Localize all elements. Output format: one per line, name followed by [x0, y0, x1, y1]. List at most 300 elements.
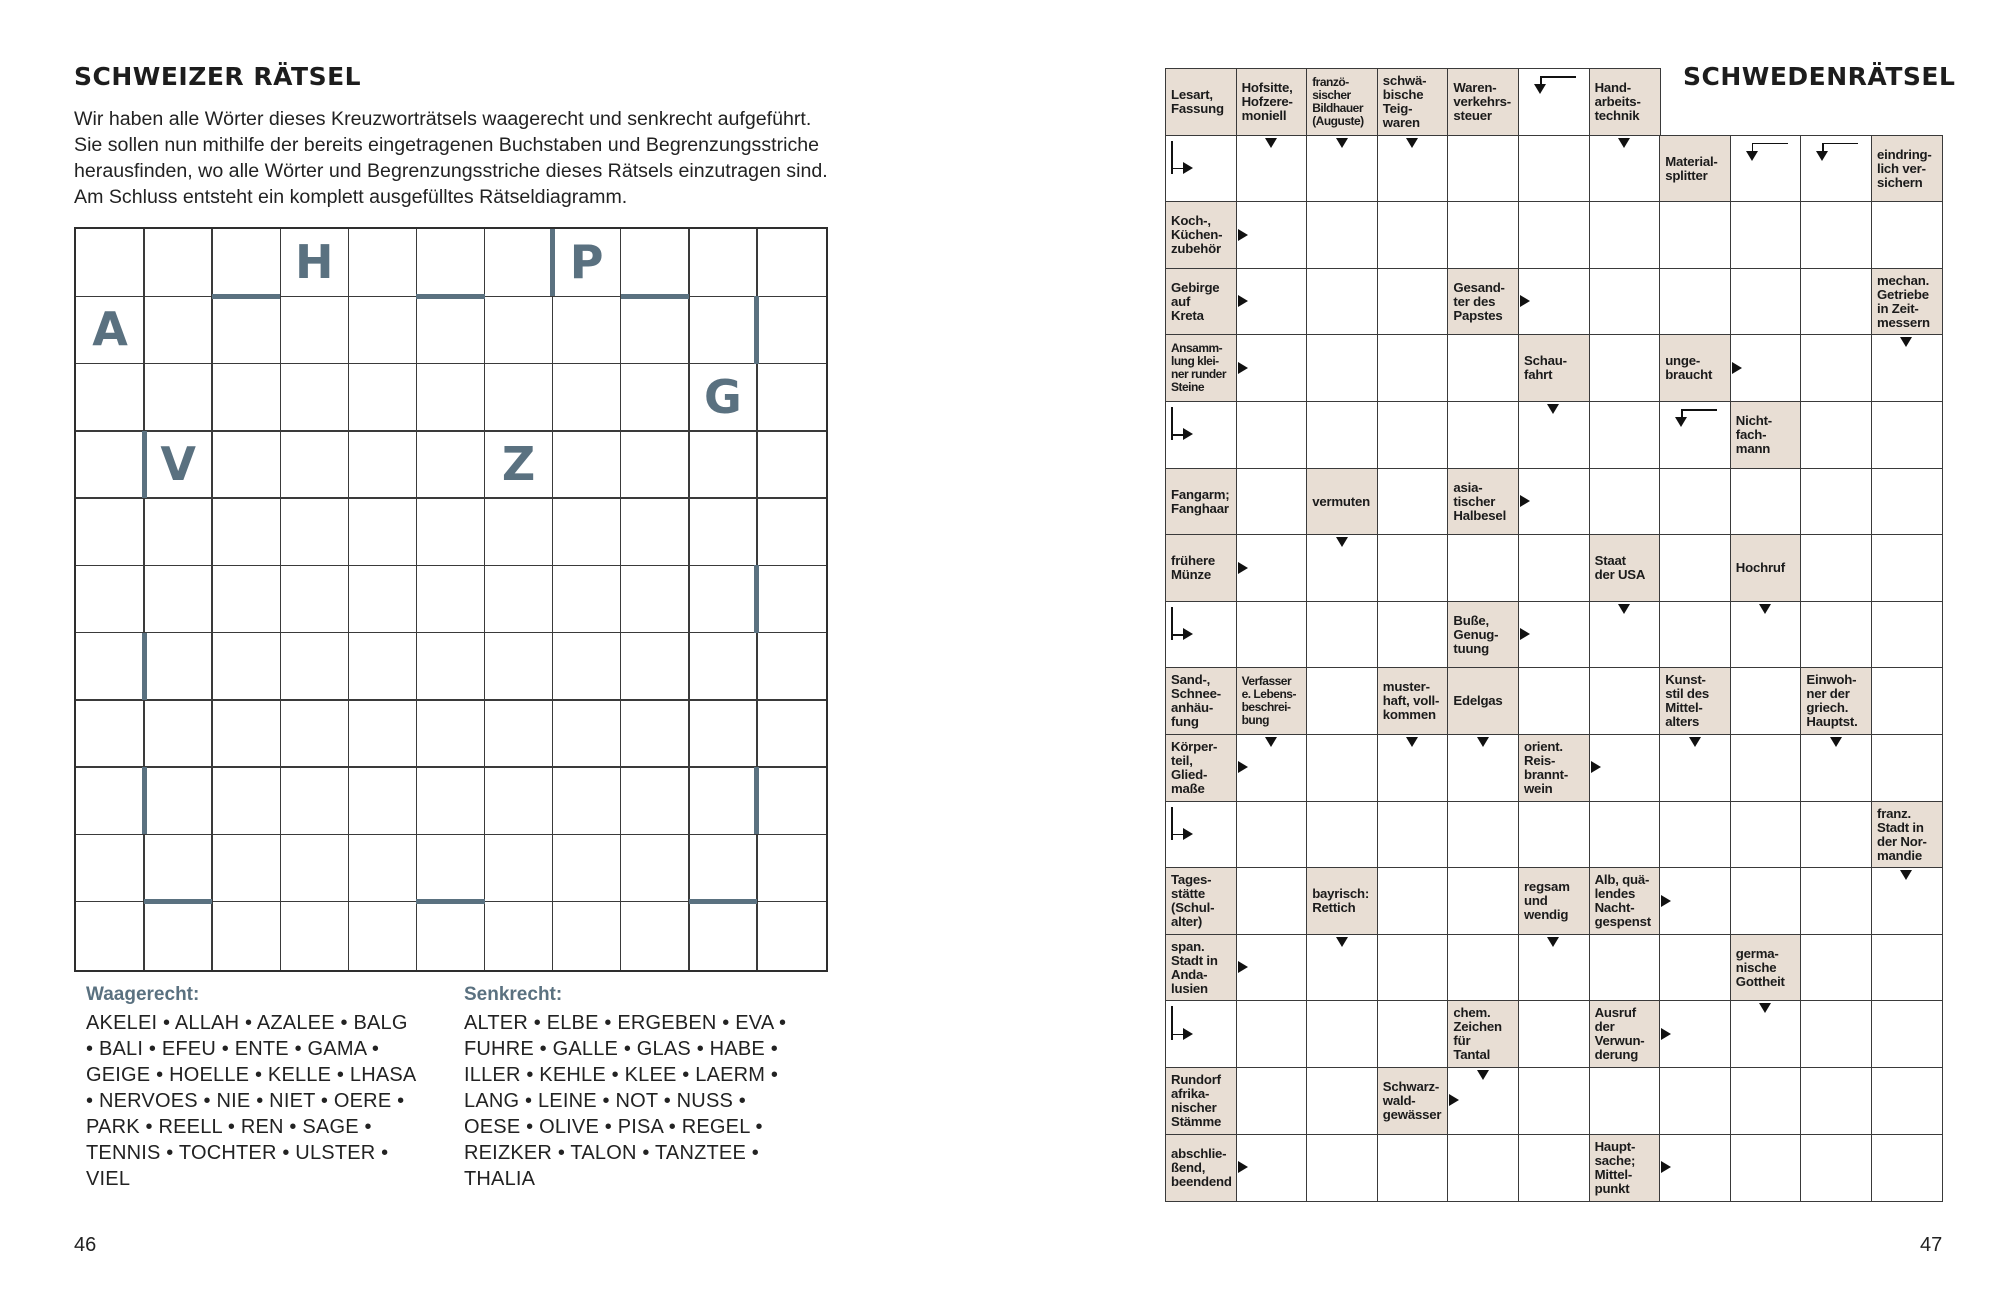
boundary-bar [621, 294, 689, 299]
given-letter: V [160, 436, 196, 491]
given-letter: G [703, 369, 742, 424]
answer-cell[interactable] [1800, 1134, 1872, 1202]
answer-cell[interactable] [1236, 401, 1308, 469]
given-letter: P [569, 235, 604, 289]
answer-cell[interactable] [1730, 667, 1802, 735]
clue-text: span. Stadt in Anda- lusien [1171, 938, 1218, 996]
clue-text: Verfasser e. Lebens- beschrei- bung [1241, 674, 1296, 728]
clue-cell [1447, 468, 1519, 536]
clue-text: regsam und wendig [1524, 879, 1570, 923]
answer-cell[interactable] [1236, 601, 1308, 669]
word-list-line: ILLER • KEHLE • KLEE • LAERM • [464, 1064, 779, 1086]
word-list-line: • NERVOES • NIE • NIET • OERE • [86, 1090, 405, 1112]
clue-cell [1659, 667, 1731, 735]
clue-text: Tages- stätte (Schul- alter) [1171, 872, 1215, 930]
answer-cell[interactable] [1518, 534, 1590, 602]
grid-line [76, 834, 826, 836]
arrow-down-icon [1759, 604, 1771, 614]
word-list-line: • BALI • EFEU • ENTE • GAMA • [86, 1038, 380, 1060]
arrow-right-icon [1732, 362, 1742, 374]
arrow-down-icon [1746, 151, 1758, 161]
clue-text: Edelgas [1453, 693, 1503, 709]
arrow-down-icon [1265, 737, 1277, 747]
arrow-down-icon [1477, 1070, 1489, 1080]
empty-area [1800, 68, 1872, 136]
boundary-bar [212, 294, 280, 299]
answer-cell[interactable] [1659, 1067, 1731, 1135]
answer-cell[interactable] [1730, 1067, 1802, 1135]
answer-cell[interactable] [1377, 601, 1449, 669]
clue-cell [1306, 468, 1378, 536]
word-list-line: ALTER • ELBE • ERGEBEN • EVA • [464, 1012, 787, 1034]
answer-cell[interactable] [1800, 867, 1872, 935]
bent-arrow-stem [1681, 409, 1717, 411]
answer-cell[interactable] [1730, 201, 1802, 269]
boundary-bar [416, 294, 484, 299]
clue-text: Alb, quä- lendes Nacht- gespenst [1594, 872, 1651, 930]
answer-cell[interactable] [1659, 268, 1731, 336]
bent-arrow-stem [1171, 634, 1183, 636]
answer-cell[interactable] [1800, 1000, 1872, 1068]
page-number-right: 47 [1920, 1234, 1943, 1256]
senkrecht-heading: Senkrecht: [464, 984, 563, 1005]
clue-text: Gesand- ter des Papstes [1453, 279, 1505, 323]
clue-cell [1800, 667, 1872, 735]
bent-arrow-stem [1752, 143, 1788, 145]
arrow-down-icon [1406, 737, 1418, 747]
answer-cell[interactable] [1589, 801, 1661, 869]
clue-cell [1871, 268, 1943, 336]
arrow-down-icon [1547, 937, 1559, 947]
answer-cell[interactable] [1800, 534, 1872, 602]
answer-cell[interactable] [1871, 1134, 1943, 1202]
arrow-down-icon [1759, 1003, 1771, 1013]
answer-cell[interactable] [1871, 667, 1943, 735]
arrow-down-icon [1477, 737, 1489, 747]
answer-cell[interactable] [1589, 934, 1661, 1002]
answer-cell[interactable] [1871, 468, 1943, 536]
answer-cell[interactable] [1800, 334, 1872, 402]
answer-cell[interactable] [1236, 468, 1308, 536]
answer-cell[interactable] [1306, 401, 1378, 469]
arrow-right-icon [1661, 895, 1671, 907]
given-letter: H [295, 235, 334, 289]
word-list-line: TENNIS • TOCHTER • ULSTER • [86, 1142, 389, 1164]
boundary-bar [689, 899, 757, 904]
clue-text: Einwoh- ner der griech. Hauptst. [1806, 672, 1858, 730]
bent-arrow-stem [1540, 76, 1576, 78]
clue-text: Gebirge auf Kreta [1171, 279, 1220, 323]
grid-row [1165, 1000, 1942, 1067]
grid-row [1165, 334, 1942, 401]
answer-cell[interactable] [1377, 534, 1449, 602]
answer-cell[interactable] [1800, 268, 1872, 336]
answer-cell[interactable] [1659, 534, 1731, 602]
arrow-right-icon [1183, 162, 1193, 174]
answer-cell[interactable] [1377, 801, 1449, 869]
arrow-right-icon [1238, 562, 1248, 574]
clue-cell [1165, 1067, 1237, 1135]
arrow-right-icon [1449, 1094, 1459, 1106]
arrow-down-icon [1675, 417, 1687, 427]
clue-cell [1518, 734, 1590, 802]
clue-text: Fangarm; Fanghaar [1171, 486, 1230, 516]
answer-cell[interactable] [1730, 1134, 1802, 1202]
answer-cell[interactable] [1589, 667, 1661, 735]
answer-cell[interactable] [1377, 268, 1449, 336]
grid-line [348, 229, 350, 970]
arrow-right-icon [1238, 229, 1248, 241]
answer-cell[interactable] [1236, 867, 1308, 935]
grid-line [211, 229, 213, 970]
answer-cell[interactable] [1306, 601, 1378, 669]
bent-arrow-stem [1171, 168, 1183, 170]
grid-row [1165, 1067, 1942, 1134]
answer-cell[interactable] [1518, 667, 1590, 735]
answer-cell[interactable] [1730, 801, 1802, 869]
grid-row [1165, 1134, 1942, 1201]
boundary-bar [142, 767, 147, 834]
grid-line [416, 229, 418, 970]
arrow-down-icon [1618, 604, 1630, 614]
given-letter: Z [501, 436, 536, 491]
answer-cell[interactable] [1447, 867, 1519, 935]
answer-cell[interactable] [1377, 934, 1449, 1002]
answer-cell[interactable] [1377, 201, 1449, 269]
clue-cell [1447, 601, 1519, 669]
answer-cell[interactable] [1518, 1000, 1590, 1068]
clue-text: Nicht- fach- mann [1735, 413, 1772, 456]
clue-cell [1165, 667, 1237, 735]
bent-arrow-stem [1540, 76, 1542, 84]
clue-cell [1306, 68, 1378, 136]
arrow-down-icon [1406, 138, 1418, 148]
clue-text: Waren- verkehrs- steuer [1453, 80, 1511, 123]
arrow-down-icon [1336, 537, 1348, 547]
answer-cell[interactable] [1800, 601, 1872, 669]
given-letter: A [92, 302, 128, 357]
answer-cell[interactable] [1730, 867, 1802, 935]
clue-cell [1236, 68, 1308, 136]
clue-cell [1871, 801, 1943, 869]
clue-text: Haupt- sache; Mittel- punkt [1594, 1138, 1636, 1196]
answer-cell[interactable] [1800, 468, 1872, 536]
answer-cell[interactable] [1800, 201, 1872, 269]
clue-text: unge- braucht [1665, 353, 1713, 383]
grid-row [1165, 468, 1942, 535]
answer-cell[interactable] [1306, 667, 1378, 735]
arrow-right-icon [1661, 1028, 1671, 1040]
clue-text: abschlie- ßend, beendend [1171, 1145, 1232, 1189]
clue-cell [1659, 135, 1731, 203]
arrow-down-icon [1336, 138, 1348, 148]
clue-cell [1165, 734, 1237, 802]
clue-text: franzö- sischer Bildhauer (Auguste) [1312, 75, 1364, 128]
answer-cell[interactable] [1306, 1000, 1378, 1068]
grid-line [688, 229, 690, 970]
answer-cell[interactable] [1518, 68, 1590, 136]
answer-cell[interactable] [1518, 801, 1590, 869]
grid-line [484, 229, 486, 970]
clue-text: Ansamm- lung klei- ner runder Steine [1171, 341, 1227, 395]
clue-text: bayrisch: Rettich [1312, 886, 1370, 916]
word-list-line: GEIGE • HOELLE • KELLE • LHASA [86, 1064, 417, 1086]
page-title: SCHWEIZER RÄTSEL [74, 62, 362, 91]
arrow-right-icon [1238, 295, 1248, 307]
clue-text: Schau- fahrt [1524, 353, 1567, 383]
word-list-line: VIEL [86, 1168, 131, 1190]
answer-cell[interactable] [1447, 135, 1519, 203]
answer-cell[interactable] [1871, 201, 1943, 269]
answer-cell[interactable] [1871, 734, 1943, 802]
word-list-line: FUHRE • GALLE • GLAS • HABE • [464, 1038, 778, 1060]
clue-text: schwä- bische Teig- waren [1382, 73, 1427, 130]
bent-arrow-stem [1752, 143, 1754, 151]
arrow-right-icon [1183, 828, 1193, 840]
answer-cell[interactable] [1871, 601, 1943, 669]
arrow-right-icon [1238, 761, 1248, 773]
arrow-right-icon [1591, 761, 1601, 773]
grid-row [1165, 201, 1942, 268]
clue-text: franz. Stadt in der Nor- mandie [1877, 805, 1927, 863]
clue-text: eindring- lich ver- sichern [1877, 146, 1932, 190]
intro-line: herausfinden, wo alle Wörter und Begrenzungsstriche dieses Rätsels einzutragen sind. [74, 160, 828, 182]
answer-cell[interactable] [1589, 1067, 1661, 1135]
clue-cell [1518, 867, 1590, 935]
answer-cell[interactable] [1447, 934, 1519, 1002]
answer-cell[interactable] [1447, 1134, 1519, 1202]
answer-cell[interactable] [1659, 934, 1731, 1002]
clue-cell [1165, 934, 1237, 1002]
answer-cell[interactable] [1871, 534, 1943, 602]
grid-row [1165, 801, 1942, 868]
clue-text: Ausruf der Verwun- derung [1594, 1005, 1645, 1063]
answer-cell[interactable] [1589, 401, 1661, 469]
answer-cell[interactable] [1518, 135, 1590, 203]
answer-cell[interactable] [1447, 334, 1519, 402]
answer-cell[interactable] [1447, 534, 1519, 602]
grid-line [76, 699, 826, 701]
schweizer-grid[interactable] [74, 227, 828, 972]
answer-cell[interactable] [1377, 401, 1449, 469]
answer-cell[interactable] [1518, 1134, 1590, 1202]
arrow-right-icon [1661, 1161, 1671, 1173]
empty-area [1871, 68, 1943, 136]
arrow-right-icon [1183, 1028, 1193, 1040]
clue-cell [1165, 201, 1237, 269]
answer-cell[interactable] [1377, 1134, 1449, 1202]
grid-row [1165, 68, 1942, 135]
boundary-bar [142, 633, 147, 700]
answer-cell[interactable] [1589, 334, 1661, 402]
waagerecht-list [86, 984, 416, 1192]
grid-row [1165, 667, 1942, 734]
clue-cell [1589, 867, 1661, 935]
answer-cell[interactable] [1800, 1067, 1872, 1135]
answer-cell[interactable] [1659, 601, 1731, 669]
answer-cell[interactable] [1730, 135, 1802, 203]
arrow-right-icon [1238, 961, 1248, 973]
answer-cell[interactable] [1306, 334, 1378, 402]
answer-cell[interactable] [1800, 135, 1872, 203]
bent-arrow-stem [1822, 143, 1824, 151]
schwedenraetsel-grid[interactable] [1165, 68, 1942, 1200]
clue-cell [1377, 68, 1449, 136]
answer-cell[interactable] [1377, 334, 1449, 402]
answer-cell[interactable] [1306, 268, 1378, 336]
senkrecht-list [464, 984, 786, 1192]
grid-row [1165, 268, 1942, 335]
clue-cell [1306, 867, 1378, 935]
arrow-down-icon [1618, 138, 1630, 148]
clue-text: frühere Münze [1171, 553, 1216, 583]
answer-cell[interactable] [1306, 201, 1378, 269]
answer-cell[interactable] [1659, 401, 1731, 469]
clue-cell [1589, 1134, 1661, 1202]
answer-cell[interactable] [1589, 468, 1661, 536]
arrow-right-icon [1183, 628, 1193, 640]
answer-cell[interactable] [1447, 401, 1519, 469]
answer-cell[interactable] [1377, 867, 1449, 935]
arrow-right-icon [1520, 628, 1530, 640]
clue-cell [1165, 867, 1237, 935]
grid-row [1165, 734, 1942, 801]
clue-text: chem. Zeichen für Tantal [1453, 1005, 1502, 1063]
answer-cell[interactable] [1800, 401, 1872, 469]
answer-cell[interactable] [1871, 1000, 1943, 1068]
arrow-down-icon [1900, 337, 1912, 347]
grid-row [1165, 135, 1942, 202]
boundary-bar [416, 899, 484, 904]
answer-cell[interactable] [1306, 1067, 1378, 1135]
clue-cell [1377, 1067, 1449, 1135]
answer-cell[interactable] [1800, 934, 1872, 1002]
clue-cell [1589, 534, 1661, 602]
answer-cell[interactable] [1447, 801, 1519, 869]
page-number-left: 46 [74, 1234, 97, 1256]
grid-row [1165, 867, 1942, 934]
clue-cell [1447, 68, 1519, 136]
word-list-line: PARK • REELL • REN • SAGE • [86, 1116, 372, 1138]
clue-cell [1165, 534, 1237, 602]
grid-line [552, 229, 554, 970]
clue-text: Sand-, Schnee- anhäu- fung [1171, 672, 1221, 730]
clue-cell [1730, 534, 1802, 602]
answer-cell[interactable] [1730, 734, 1802, 802]
clue-cell [1236, 667, 1308, 735]
answer-cell[interactable] [1518, 1067, 1590, 1135]
bent-arrow-stem [1681, 409, 1683, 417]
empty-area [1659, 68, 1731, 136]
clue-cell [1165, 334, 1237, 402]
answer-cell[interactable] [1447, 201, 1519, 269]
clue-cell [1659, 334, 1731, 402]
grid-line [76, 766, 826, 768]
word-list-line: LANG • LEINE • NOT • NUSS • [464, 1090, 746, 1112]
grid-row [1165, 601, 1942, 668]
clue-text: Körper- teil, Glied- maße [1171, 739, 1218, 796]
answer-cell[interactable] [1589, 201, 1661, 269]
clue-text: orient. Reis- brannt- wein [1524, 739, 1569, 796]
clue-text: Buße, Genug- tuung [1453, 612, 1499, 656]
answer-cell[interactable] [1871, 1067, 1943, 1135]
answer-cell[interactable] [1730, 268, 1802, 336]
answer-cell[interactable] [1659, 468, 1731, 536]
grid-row [1165, 534, 1942, 601]
clue-cell [1165, 268, 1237, 336]
grid-line [76, 632, 826, 634]
answer-cell[interactable] [1730, 468, 1802, 536]
arrow-down-icon [1816, 151, 1828, 161]
right-page [1000, 0, 2000, 1289]
arrow-right-icon [1183, 428, 1193, 440]
intro-line: Am Schluss entsteht ein komplett ausgefülltes Rätseldiagramm. [74, 186, 628, 208]
boundary-bar [754, 565, 759, 632]
answer-cell[interactable] [1800, 801, 1872, 869]
answer-cell[interactable] [1518, 201, 1590, 269]
clue-text: Schwarz- wald- gewässer [1382, 1079, 1442, 1122]
clue-text: Hochruf [1735, 560, 1785, 576]
arrow-down-icon [1830, 737, 1842, 747]
arrow-right-icon [1238, 362, 1248, 374]
answer-cell[interactable] [1236, 801, 1308, 869]
clue-text: Koch-, Küchen- zubehör [1171, 213, 1223, 257]
word-list-line: AKELEI • ALLAH • AZALEE • BALG [86, 1012, 408, 1034]
clue-cell [1377, 667, 1449, 735]
bent-arrow-stem [1171, 1034, 1183, 1036]
bent-arrow-stem [1171, 834, 1183, 836]
bent-arrow-stem [1822, 143, 1858, 145]
clue-text: mechan. Getriebe in Zeit- messern [1877, 272, 1930, 330]
empty-area [1730, 68, 1802, 136]
arrow-right-icon [1520, 295, 1530, 307]
clue-text: Lesart, Fassung [1171, 87, 1224, 116]
answer-cell[interactable] [1236, 1067, 1308, 1135]
clue-text: vermuten [1312, 493, 1370, 509]
clue-cell [1730, 401, 1802, 469]
clue-text: asia- tischer Halbesel [1453, 479, 1507, 523]
arrow-down-icon [1534, 84, 1546, 94]
answer-cell[interactable] [1306, 1134, 1378, 1202]
word-list-line: THALIA [464, 1168, 536, 1190]
grid-line [620, 229, 622, 970]
answer-cell[interactable] [1589, 268, 1661, 336]
arrow-down-icon [1547, 404, 1559, 414]
clue-cell [1518, 334, 1590, 402]
boundary-bar [754, 296, 759, 363]
clue-cell [1871, 135, 1943, 203]
clue-text: Rundorf afrika- nischer Stämme [1171, 1072, 1222, 1129]
clue-text: Hofsitte, Hofzere- moniell [1241, 80, 1293, 123]
clue-text: Hand- arbeits- technik [1594, 80, 1641, 123]
answer-cell[interactable] [1236, 1000, 1308, 1068]
answer-cell[interactable] [1659, 801, 1731, 869]
answer-cell[interactable] [1306, 734, 1378, 802]
answer-cell[interactable] [1306, 801, 1378, 869]
arrow-down-icon [1336, 937, 1348, 947]
answer-cell[interactable] [1377, 468, 1449, 536]
answer-cell[interactable] [1871, 401, 1943, 469]
clue-cell [1589, 68, 1661, 136]
arrow-right-icon [1238, 1161, 1248, 1173]
clue-cell [1165, 468, 1237, 536]
answer-cell[interactable] [1377, 1000, 1449, 1068]
arrow-down-icon [1689, 737, 1701, 747]
clue-cell [1730, 934, 1802, 1002]
answer-cell[interactable] [1871, 934, 1943, 1002]
intro-line: Sie sollen nun mithilfe der bereits eingetragenen Buchstaben und Begrenzungsstriche [74, 134, 820, 156]
answer-cell[interactable] [1659, 201, 1731, 269]
